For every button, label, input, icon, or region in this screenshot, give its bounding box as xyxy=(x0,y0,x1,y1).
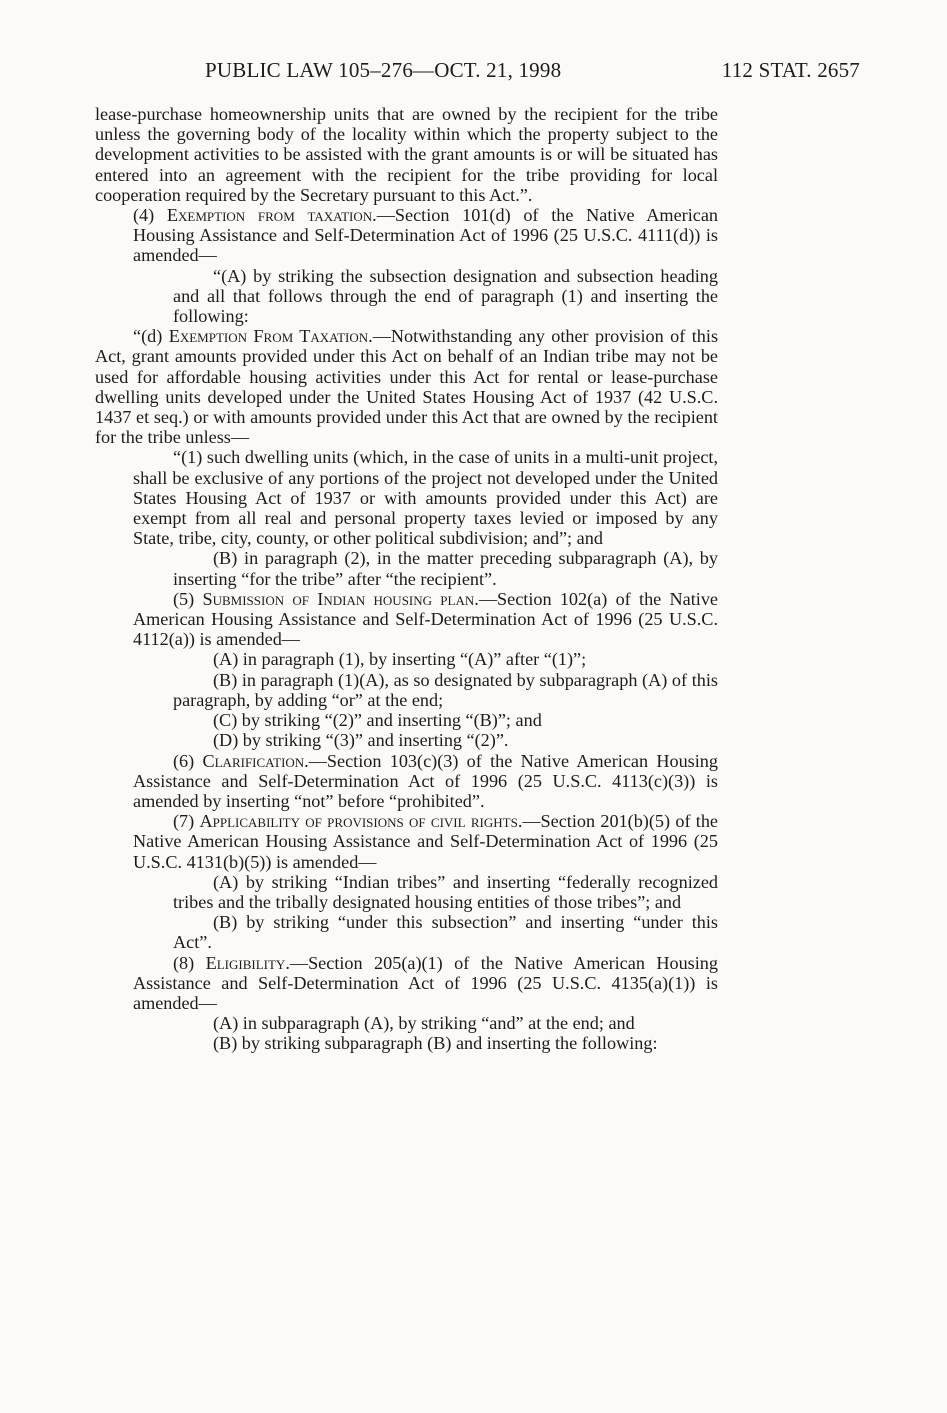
paragraph-4: (4) Exemption from taxation.—Section 101(d) of the Native American Housing Assistance and Self-Determination Act of 1996 (25 U.S.C. 4111(d)) is amended— xyxy=(133,205,718,266)
subparagraph-4B: (B) in paragraph (2), in the matter preceding subparagraph (A), by inserting “for the tribe” after “the recipient”. xyxy=(173,548,718,589)
subparagraph-5B: (B) in paragraph (1)(A), as so designated by subparagraph (A) of this paragraph, by adding “or” at the end; xyxy=(173,669,718,710)
subparagraph-5A: (A) in paragraph (1), by inserting “(A)” after “(1)”; xyxy=(213,649,587,670)
paragraph-5-heading: Submission of Indian housing plan xyxy=(202,588,475,609)
page-header xyxy=(0,58,947,86)
page-title: PUBLIC LAW 105–276—OCT. 21, 1998 xyxy=(205,58,562,82)
subparagraph-8A: (A) in subparagraph (A), by striking “and” at the end; and xyxy=(213,1013,635,1034)
subsection-d-heading: Exemption From Taxation xyxy=(168,326,369,347)
subsection-d: “(d) Exemption From Taxation.—Notwithstanding any other provision of this Act, grant amounts provided under this Act on behalf of an Indian tribe may not be used for affordable housing activities under this Act for rental or lease-purchase dwelling units developed under the United States Housing Act of 1937 (42 U.S.C. 1437 et seq.) or with amounts provided under this Act that are owned by the recipient for the tribe unless— xyxy=(95,326,719,448)
subparagraph-5C: (C) by striking “(2)” and inserting “(B)”; and xyxy=(213,710,542,731)
paragraph-5: (5) Submission of Indian housing plan.—Section 102(a) of the Native American Housing Assistance and Self-Determination Act of 1996 (25 U.S.C. 4112(a)) is amended— xyxy=(133,588,718,650)
subparagraph-4A: “(A) by striking the subsection designation and subsection heading and all that follows through the end of paragraph (1) and inserting the following: xyxy=(173,265,718,327)
subparagraph-7B: (B) by striking “under this subsection” and inserting “under this Act”. xyxy=(173,912,718,953)
statute-page-reference: 112 STAT. 2657 xyxy=(721,58,860,82)
paragraph-7: (7) Applicability of provisions of civil rights.—Section 201(b)(5) of the Native American Housing Assistance and Self-Determination Act of 1996 (25 U.S.C. 4131(b)(5)) is amended— xyxy=(133,811,718,872)
paragraph-6: (6) Clarification.—Section 103(c)(3) of the Native American Housing Assistance and Self-Determination Act of 1996 (25 U.S.C. 4113(c)(3)) is amended by inserting “not” before “prohibited”. xyxy=(133,750,718,811)
subparagraph-8B: (B) by striking subparagraph (B) and inserting the following: xyxy=(213,1033,658,1054)
subparagraph-5D: (D) by striking “(3)” and inserting “(2)”. xyxy=(213,730,509,751)
paragraph-4-heading: Exemption from taxation xyxy=(166,205,373,226)
paragraph-8: (8) Eligibility.—Section 205(a)(1) of the Native American Housing Assistance and Self-Determination Act of 1996 (25 U.S.C. 4135(a)(1)) is amended— xyxy=(133,952,718,1013)
paragraph-6-heading: Clarification xyxy=(202,750,305,771)
subsection-d-paragraph-1: “(1) such dwelling units (which, in the case of units in a multi-unit project, shall be exclusive of any portions of the project not developed under the United States Housing Act of 1937 or with amounts provided under this Act) are exempt from all real and personal property taxes levied or imposed by any State, tribe, city, county, or other political subdivision; and”; and xyxy=(133,447,718,549)
paragraph-8-heading: Eligibility xyxy=(205,952,286,973)
subparagraph-7A: (A) by striking “Indian tribes” and inserting “federally recognized tribes and the tribally designated housing entities of those tribes”; and xyxy=(173,871,718,912)
paragraph-7-heading: Applicability of provisions of civil rights xyxy=(199,811,518,832)
page-body xyxy=(95,104,718,1054)
paragraph-continuation: lease-purchase homeownership units that are owned by the recipient for the tribe unless the governing body of the locality within which the property subject to the development activities to be assisted with the grant amounts is or will be situated has entered into an agreement with the recipient for the tribe providing for local cooperation required by the Secretary pursuant to this Act.”. xyxy=(95,104,718,205)
